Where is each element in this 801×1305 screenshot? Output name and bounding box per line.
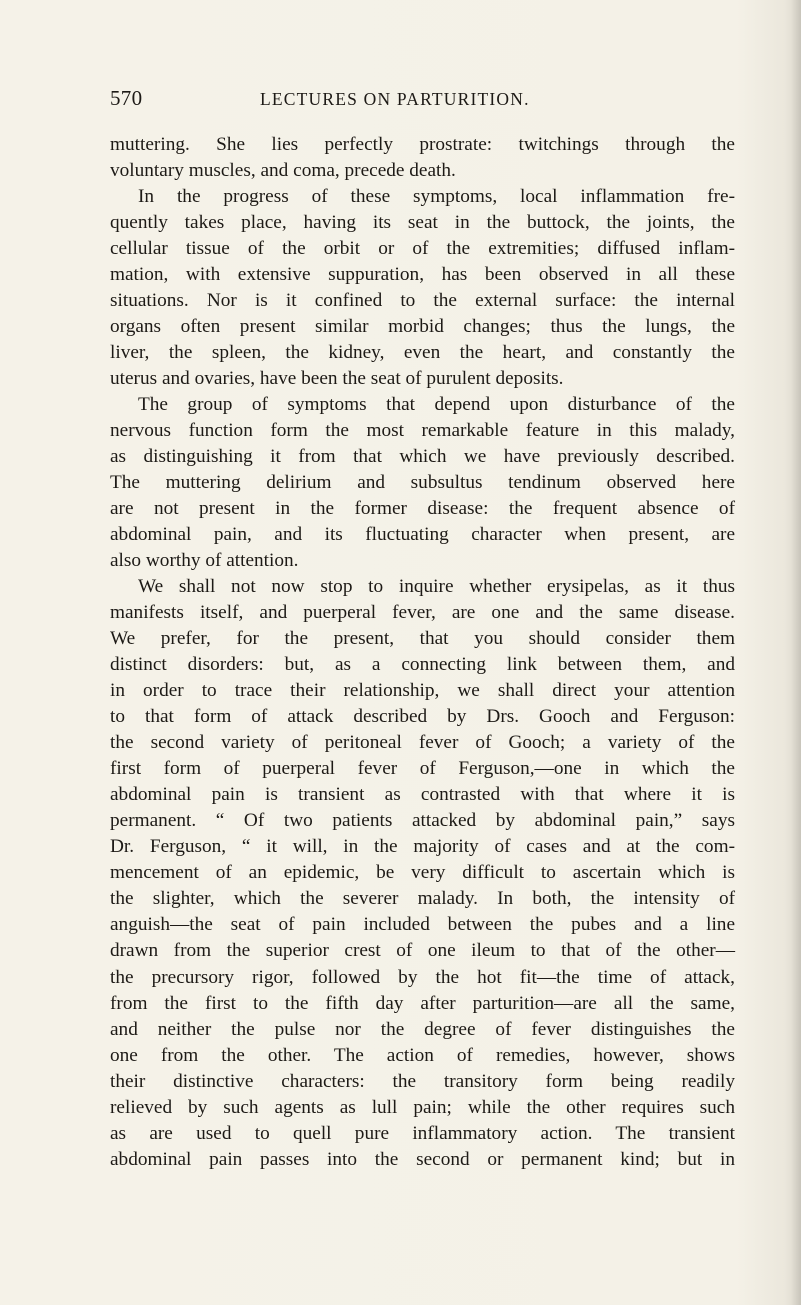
text-line: Dr. Ferguson, “ it will, in the majority of cases and at the com- xyxy=(110,836,735,858)
text-line: permanent. “ Of two patients attacked by abdominal pain,” says xyxy=(110,810,735,832)
text-line: and neither the pulse nor the degree of fever distinguishes the xyxy=(110,1018,735,1040)
text-line: mencement of an epidemic, be very difficult to ascertain which is xyxy=(110,862,735,884)
text-line: nervous function form the most remarkable feature in this malady, xyxy=(110,420,735,442)
text-line: liver, the spleen, the kidney, even the heart, and constantly the xyxy=(110,342,735,364)
body-text xyxy=(110,132,735,1173)
text-line: mation, with extensive suppuration, has been observed in all these xyxy=(110,264,735,286)
text-line: distinct disorders: but, as a connecting link between them, and xyxy=(110,654,735,676)
text-line: their distinctive characters: the transitory form being readily xyxy=(110,1070,735,1092)
text-line: We shall not now stop to inquire whether erysipelas, as it thus xyxy=(138,576,735,598)
text-line: In the progress of these symptoms, local inflammation fre- xyxy=(138,186,735,208)
text-line: also worthy of attention. xyxy=(110,550,299,572)
text-line: We prefer, for the present, that you should consider them xyxy=(110,628,735,650)
text-line: are not present in the former disease: the frequent absence of xyxy=(110,498,735,520)
text-line: one from the other. The action of remedies, however, shows xyxy=(110,1044,735,1066)
text-line: first form of puerperal fever of Ferguson,—one in which the xyxy=(110,758,735,780)
text-line: voluntary muscles, and coma, precede death. xyxy=(110,160,456,182)
text-line: anguish—the seat of pain included between the pubes and a line xyxy=(110,914,735,936)
text-line: drawn from the superior crest of one ileum to that of the other— xyxy=(110,940,735,962)
text-line: relieved by such agents as lull pain; while the other requires such xyxy=(110,1096,735,1118)
page-header xyxy=(110,86,735,116)
page-edge-shadow xyxy=(791,0,801,1305)
text-line: the slighter, which the severer malady. In both, the intensity of xyxy=(110,888,735,910)
text-line: abdominal pain passes into the second or permanent kind; but in xyxy=(110,1148,735,1170)
text-line: the second variety of peritoneal fever of Gooch; a variety of the xyxy=(110,732,735,754)
text-line: quently takes place, having its seat in the buttock, the joints, the xyxy=(110,212,735,234)
text-line: abdominal pain, and its fluctuating character when present, are xyxy=(110,524,735,546)
text-line: uterus and ovaries, have been the seat of purulent deposits. xyxy=(110,368,564,390)
text-line: organs often present similar morbid changes; thus the lungs, the xyxy=(110,316,735,338)
text-line: as are used to quell pure inflammatory action. The transient xyxy=(110,1122,735,1144)
text-line: abdominal pain is transient as contrasted with that where it is xyxy=(110,784,735,806)
text-line: situations. Nor is it confined to the external surface: the internal xyxy=(110,290,735,312)
text-line: as distinguishing it from that which we have previously described. xyxy=(110,446,735,468)
text-line: to that form of attack described by Drs. Gooch and Ferguson: xyxy=(110,706,735,728)
running-head: LECTURES ON PARTURITION. xyxy=(260,89,530,109)
text-line: muttering. She lies perfectly prostrate: twitchings through the xyxy=(110,134,735,155)
text-line: manifests itself, and puerperal fever, are one and the same disease. xyxy=(110,602,735,624)
text-line: from the first to the fifth day after parturition—are all the same, xyxy=(110,992,735,1014)
text-line: cellular tissue of the orbit or of the extremities; diffused inflam- xyxy=(110,238,735,260)
text-line: The group of symptoms that depend upon disturbance of the xyxy=(138,394,735,416)
text-line: the precursory rigor, followed by the hot fit—the time of attack, xyxy=(110,966,735,988)
page-number: 570 xyxy=(110,86,143,110)
text-line: in order to trace their relationship, we shall direct your attention xyxy=(110,680,735,702)
text-line: The muttering delirium and subsultus tendinum observed here xyxy=(110,472,735,494)
